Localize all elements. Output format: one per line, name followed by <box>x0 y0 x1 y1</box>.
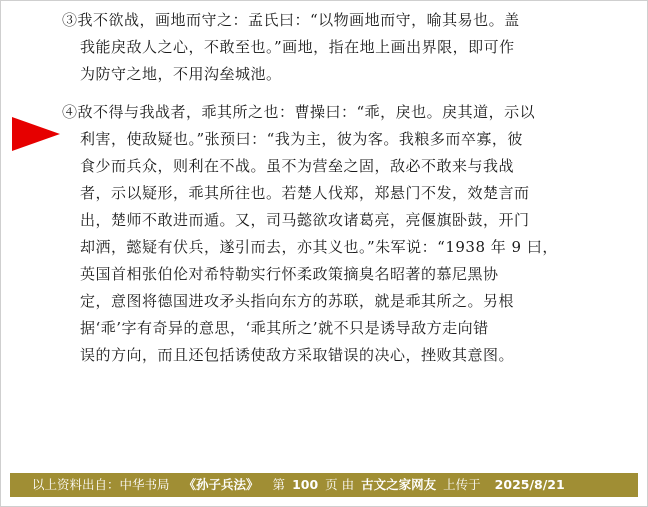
note-4-line-7: 英国首相张伯伦对希特勒实行怀柔政策摘臭名昭著的慕尼黑协 <box>80 265 499 283</box>
note-4-line-2: 利害，使敌疑也。”张预曰：“我为主，彼为客。我粮多而卒寡，彼 <box>80 130 523 148</box>
note-3 <box>62 7 562 88</box>
red-arrow-pointer-icon <box>12 117 60 151</box>
note-3-line-3: 为防守之地，不用沟垒城池。 <box>80 65 282 83</box>
footer-publisher: 中华书局 <box>119 477 170 492</box>
note-4-line-1: ④敌不得与我战者，乖其所之也：曹操曰：“乖，戾也。戾其道，示以 <box>62 103 536 121</box>
footer-page-label-before: 第 <box>272 477 286 492</box>
footer-page-number: 100 <box>292 477 319 492</box>
footer-page-label-after: 页 由 <box>325 477 355 492</box>
note-4-line-3: 食少而兵众，则利在不战。虽不为营垒之固，敌必不敢来与我战 <box>80 157 515 175</box>
note-4-line-9: 据‘乖’字有奇异的意思，‘乖其所之’就不只是诱导敌方走向错 <box>80 319 489 337</box>
footer-date: 2025/8/21 <box>494 477 565 492</box>
note-4 <box>62 99 562 369</box>
note-4-line-4: 者，示以疑形，乖其所往也。若楚人伐郑，郑悬门不发，效楚言而 <box>80 184 530 202</box>
note-4-line-6: 却洒，懿疑有伏兵，遂引而去，亦其义也。”朱军说：“1938 年 9 曰， <box>80 238 558 256</box>
note-4-line-8: 定，意图将德国进攻矛头指向东方的苏联，就是乖其所之。另根 <box>80 292 515 310</box>
note-4-line-5: 出，楚师不敢进而遁。又，司马懿欲攻诸葛亮，亮偃旗卧鼓，开门 <box>80 211 530 229</box>
note-3-line-1: ③我不欲战，画地而守之：孟氏曰：“以物画地而守，喻其易也。盖 <box>62 11 520 29</box>
note-3-line-2: 我能戾敌人之心，不敢至也。”画地，指在地上画出界限，即可作 <box>80 38 515 56</box>
annotation-text-body <box>62 7 562 369</box>
footer-prefix: 以上资料出自： <box>32 477 120 492</box>
source-footer-bar <box>10 473 638 497</box>
footer-book-title[interactable]: 《孙子兵法》 <box>183 477 259 492</box>
footer-uploader[interactable]: 古文之家网友 <box>361 477 437 492</box>
note-4-line-10: 误的方向，而且还包括诱使敌方采取错误的决心，挫败其意图。 <box>80 346 515 364</box>
footer-upload-label: 上传于 <box>443 477 481 492</box>
